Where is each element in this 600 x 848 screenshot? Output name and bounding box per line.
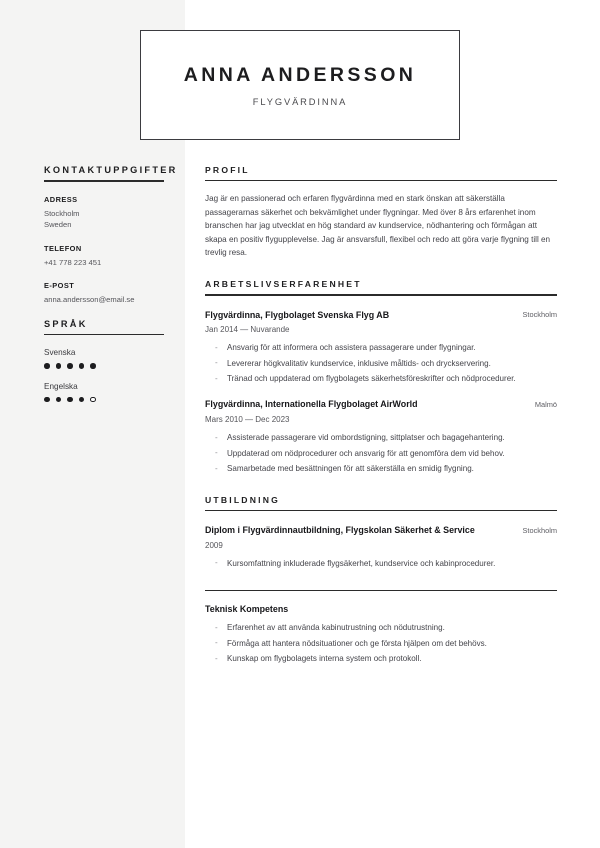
language-level-rating (44, 397, 174, 403)
contact-field-value: anna.andersson@email.se (44, 295, 135, 305)
entry-bullet-list (205, 557, 557, 570)
contact-field (44, 195, 174, 231)
skills-bullet-list (205, 621, 557, 665)
entry-bullet: - Kursomfattning inkluderade flygsäkerhet, kundservice och kabinprocedurer. (227, 557, 557, 570)
entry-bullet: - Samarbetade med besättningen för att säkerställa en smidig flygning. (227, 462, 557, 475)
sidebar (44, 165, 178, 415)
profile-text: Jag är en passionerad och erfaren flygvärdinna med en stark önskan att säkerställa passagerarnas säkerhet och bekvämlighet under flygningar. Med över 8 års erfarenhet inom branschen har jag utvecklat en hög standard av kundservice, nödhantering och förmågan att skapa en positiv flygupplevelse. Jag är ansvarsfull, flexibel och redo att göra varje flygning till en trevlig resa. (205, 194, 551, 258)
entry-bullet-list (205, 341, 557, 385)
skills-bullet: - Förmåga att hantera nödsituationer och ge första hjälpen om det behövs. (227, 637, 557, 650)
contact-field-label: ADRESS (44, 194, 78, 204)
education-divider (205, 510, 557, 511)
skills-heading: Teknisk Kompetens (205, 604, 289, 615)
skills-bullet: - Erfarenhet av att använda kabinutrustning och nödutrustning. (227, 621, 557, 634)
rating-dot-filled (79, 397, 85, 403)
education-section (205, 495, 557, 570)
rating-dot-filled (44, 397, 50, 403)
entry-header (205, 309, 557, 322)
contact-field-value: Stockholm Sweden (44, 208, 80, 230)
rating-dot-filled (44, 363, 50, 369)
entry-title: Flygvärdinna, Flygbolaget Svenska Flyg AB (205, 309, 390, 320)
rating-dot-filled (67, 397, 73, 403)
contact-section (44, 165, 178, 306)
contact-field (44, 244, 174, 269)
entry-header (205, 398, 557, 411)
experience-section (205, 279, 557, 475)
rating-dot-filled (79, 363, 85, 369)
rating-dot-filled (67, 363, 73, 369)
rating-dot-empty (90, 397, 96, 403)
job-title: FLYGVÄRDINNA (252, 96, 348, 107)
entry-bullet-list (205, 431, 557, 475)
experience-heading: ARBETSLIVSERFARENHET (205, 279, 362, 290)
entry-date: 2009 (205, 540, 223, 550)
language-name: Engelska (44, 381, 78, 391)
header-name-box (140, 30, 460, 140)
contact-field-list (44, 195, 174, 306)
language-list (44, 348, 174, 402)
experience-divider (205, 294, 557, 295)
page-title: ANNA ANDERSSON (183, 63, 417, 86)
languages-divider (44, 334, 164, 336)
entry-location: Malmö (534, 399, 557, 409)
skills-divider (205, 590, 557, 591)
entry-date: Jan 2014 — Nuvarande (205, 325, 290, 335)
entry-location: Stockholm (522, 310, 557, 320)
entry (205, 524, 557, 570)
entry (205, 309, 557, 386)
skills-bullet: - Kunskap om flygbolagets interna system och protokoll. (227, 652, 557, 665)
languages-heading: SPRÅK (44, 318, 88, 329)
profile-heading: PROFIL (205, 165, 250, 175)
rating-dot-filled (56, 397, 62, 403)
entry-bullet: - Tränad och uppdaterad om flygbolagets säkerhetsföreskrifter och nödprocedurer. (227, 372, 557, 385)
profile-section (205, 165, 557, 259)
entry-bullet: - Levererar högkvalitativ kundservice, inklusive måltids- och dryckservering. (227, 357, 557, 370)
main-column (205, 165, 557, 668)
contact-field (44, 281, 174, 306)
entry-location: Stockholm (522, 525, 557, 535)
language-level-rating (44, 363, 174, 369)
profile-divider (205, 180, 557, 181)
rating-dot-filled (90, 363, 96, 369)
entry-title: Diplom i Flygvärdinnautbildning, Flygskolan Säkerhet & Service (205, 525, 475, 536)
entry-bullet: - Uppdaterad om nödprocedurer och ansvarig för att genomföra dem vid behov. (227, 447, 557, 460)
contact-divider (44, 180, 164, 182)
entry-date: Mars 2010 — Dec 2023 (205, 415, 290, 424)
contact-field-label: TELEFON (44, 243, 82, 253)
rating-dot-filled (56, 363, 62, 369)
language-name: Svenska (44, 348, 76, 358)
contact-heading: KONTAKTUPPGIFTER (44, 165, 178, 175)
contact-field-label: E-POST (44, 281, 75, 291)
education-heading: UTBILDNING (205, 495, 280, 505)
languages-section (44, 319, 174, 403)
entry-title: Flygvärdinna, Internationella Flygbolaget AirWorld (205, 399, 418, 410)
experience-entry-list (205, 309, 557, 475)
entry-bullet: - Assisterade passagerare vid ombordstigning, sittplatser och bagagehantering. (227, 431, 557, 444)
entry (205, 398, 557, 475)
entry-header (205, 524, 557, 537)
contact-field-value: +41 778 223 451 (44, 257, 102, 267)
education-entry-list (205, 524, 557, 570)
skills-section (205, 590, 557, 665)
entry-bullet: - Ansvarig för att informera och assistera passagerare under flygningar. (227, 341, 557, 354)
